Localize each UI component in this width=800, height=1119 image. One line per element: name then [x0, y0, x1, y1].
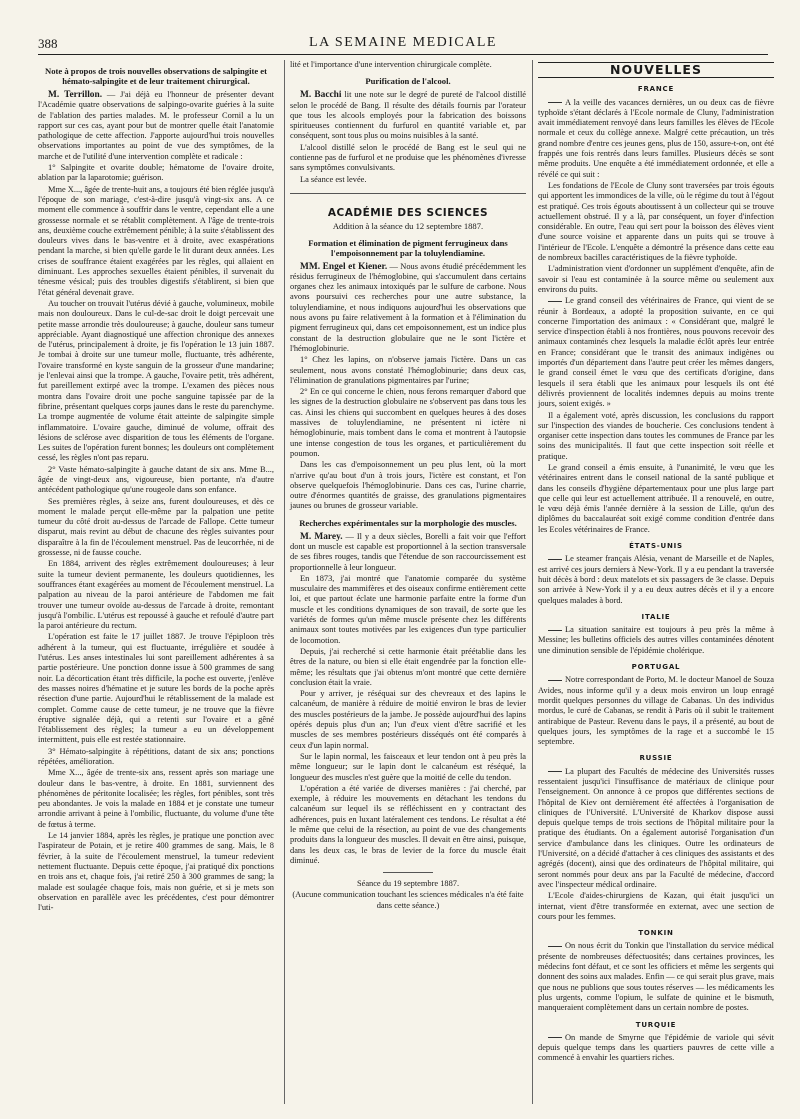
dash-icon	[548, 630, 562, 631]
article-title: Note à propos de trois nouvelles observations de salpingite et hémato-salpingite et de leur traitement chirurgical.	[45, 66, 267, 86]
paragraph: Pour y arriver, je réséquai sur des chevreaux et des lapins le calcanéum, de manière à réduire de moitié environ le bras de levier des muscles postérieurs de la jambe. Je possède aujourd'hui des lapins opérés depuis plus d'un an; l'un d'eux vient d'être sacrifié et les muscles de ses membres postérieurs disséqués ont été comparés à ceux d'un lapin normal.	[290, 689, 526, 750]
author: M. Terrillon.	[48, 90, 103, 100]
paragraph: Au toucher on trouvait l'utérus dévié à gauche, volumineux, mobile mais non douloureux. Dans le cul-de-sac droit le doigt percevait une petite masse arrondie très douloureuse; à gauche, douleur sans tumeur appréciable. Ayant diagnostiqué une affection chronique des annexes de l'utérus, principalement à droite, je fis l'opération le 13 juin 1887. Je tombai à droite sur une tumeur molle, fluctuante, très adhérente, l'ovaire transformé en kyste sanguin de la grosseur d'une mandarine; je l'enlevai ainsi que la trompe. A gauche, l'ovaire petit, très adhérent, fut pareillement extirpé avec la trompe. L'examen des pièces nous montra dans l'ovaire droit une poche sanguine tapissée par de la fibrine, présentant quelques corps jaunes dans le reste du parenchyme. La trompe augmentée de volume était atteinte de salpingite simple inflammatoire. L'ovaire gauche, diminué de volume, offrait des lésions de sclérose avec disparition de tous les éléments de l'organe. Les suites de l'opération furent bonnes; les douleurs ont complètement cessé, les règles n'ont pas reparu.	[38, 298, 274, 463]
news-item: On mande de Smyrne que l'épidémie de variole qui sévit depuis quelque temps dans les quartiers pauvres de cette ville a commencé à envahir les quartiers riches.	[538, 1032, 774, 1063]
region-heading: ITALIE	[641, 612, 671, 621]
columns	[38, 60, 774, 1104]
session-note: (Aucune communication touchant les sciences médicales n'a été faite dans cette séance.)	[292, 890, 524, 910]
region-heading: TURQUIE	[635, 1020, 677, 1029]
paragraph: M. Bacchi lit une note sur le degré de pureté de l'alcool distillé selon le procédé de Bang. Il résulte des détails fournis par l'orateur que tous les alcools employés pour la fabrication des boissons spiritueuses contiennent du furfurol en quantité variable et, par conséquent, sont tous plus ou moins nuisibles à la santé.	[290, 90, 526, 141]
column-2	[284, 60, 526, 1104]
paragraph: M. Marey. — Il y a deux siècles, Borelli a fait voir que l'effort dont un muscle est capable est proportionnel à la section transversale de ses fibres rouges, tandis que l'étendue de son raccourcissement est proportionnelle à leur longueur.	[290, 531, 526, 572]
news-item: A la veille des vacances dernières, un ou deux cas de fièvre typhoïde s'étant déclarés à l'Ecole normale de Cluny, l'administration avait immédiatement renvoyé dans leurs familles les élèves de l'Ecole normale et ceux du collège annexe. Malgré cette précaution, un très grand nombre d'entre ces jeunes gens, plus de 150, assure-t-on, ont été frappés une fois rentrés dans leurs familles. Plusieurs décès se sont même produits. Une enquête a été immédiatement ordonnée, et elle a révélé ce qui suit :	[538, 97, 774, 179]
paragraph: L'alcool distillé selon le procédé de Bang est le seul qui ne contienne pas de furfurol et ne produise que les phénomènes d'ivresse sans symptômes convulsivants.	[290, 142, 526, 173]
paragraph: La séance est levée.	[300, 174, 367, 184]
news-heading: NOUVELLES	[538, 62, 774, 78]
news-item: On nous écrit du Tonkin que l'installation du service médical présente de nombreuses défectuosités; dans certaines provinces, les médecins font défaut, et ce sont les officiers et même les sergents qui donnent des soins aux malades. Enfin — ce qui serait plus grave, mais que nous ne publions que sous toutes réserves — les médicaments les plus urgents, comme l'opium, le sulfate de quinine et le bismuth, manqueraient complètement dans un certain nombre de postes.	[538, 941, 774, 1013]
dash-icon	[548, 559, 562, 560]
news-item: L'administration vient d'ordonner un supplément d'enquête, afin de savoir si l'eau est contaminée à la source même ou seulement aux environs du puits.	[538, 264, 774, 294]
article-title: Purification de l'alcool.	[365, 76, 451, 87]
region-heading: FRANCE	[637, 85, 675, 94]
paragraph: Dans les cas d'empoisonnement un peu plus lent, où la mort n'arrive qu'au bout d'un à trois jours, l'ictère est constant, et l'on observe quelquefois l'hémoglobinurie. Dans ces cas, l'urine charrie, outre d'énormes quantités de graisse, des granulations pigmentaires jaunes ou brunes de grosseur variable.	[290, 460, 526, 511]
region-heading: PORTUGAL	[631, 663, 681, 672]
page	[38, 34, 774, 1104]
journal-title: LA SEMAINE MEDICALE	[309, 35, 497, 50]
paragraph: M. Terrillon. — J'ai déjà eu l'honneur de présenter devant l'Académie quatre observations de salpingo-ovarite guéries à la suite de l'ablation des parties malades. M. le professeur Cornil a lu un rapport sur ces cas, ayant pour but de montrer quelle était l'anatomie pathologique de cette affection. J'apporte aujourd'hui trois nouvelles observations importantes au point de vue des symptômes, de la marche et de l'utilité d'une intervention complète et radicale :	[38, 90, 274, 161]
paragraph: L'opération est faite le 17 juillet 1887. Je trouve l'épiploon très adhérent à la tumeur, qui est fluctuante, irrégulière et soudée à l'utérus. Les anses intestinales lui sont pareillement adhérentes à sa partie postérieure. Une ponction donne issue à 500 grammes de sang noir. La décortication étant très difficile, la poche est ouverte, j'enlève des masses noires d'hématine et je suture les bords de la poche après résection d'une partie. Aujourd'hui le rétablissement de la malade est complet. Comme cause de cette tumeur, je ne trouve que la fièvre éruptive signalée déjà, qui a retenti sur l'ovaire et a gêné l'établissement des règles; la tumeur a eu un développement intermittent, puis elle est restée stationnaire.	[38, 632, 274, 745]
running-header	[38, 34, 768, 55]
section-subheading: Addition à la séance du 12 septembre 1887.	[332, 221, 484, 232]
author: M. Bacchi	[300, 90, 342, 101]
page-number: 388	[38, 36, 58, 51]
paragraph: Sur le lapin normal, les faisceaux et leur tendon ont à peu près la même longueur; sur le lapin dont le calcanéum est réséqué, la longueur des muscles n'est guère que la moitié de celle du tendon.	[290, 751, 526, 782]
news-item: La plupart des Facultés de médecine des Universités russes ressentaient jusqu'ici l'insuffisance de matériaux de clinique pour l'enseignement. On annonce à ce propos que différentes sections de l'hôpital de Kiev ont dernièrement été affectées à l'organisation de cliniques de l'Université. L'Université de Kharkov dispose aussi depuis quelque temps de trois sections de l'hôpital militaire pour la pratique des étudiants. On a également autorisé l'organisation d'un service d'ambulance dans les cliniques. Outre les ordinateurs de l'Université, on a décidé d'attacher à ces cliniques des assistants et des agrégés (docent), ainsi que des ordinateurs de l'hôpital militaire, qui seront nommés pour deux ans par la Faculté de médecine, d'accord avec l'inspecteur médical ordinaire.	[538, 766, 774, 889]
paragraph: 2° En ce qui concerne le chien, nous ferons remarquer d'abord que les signes de la destruction globulaire ne s'observent pas dans tous les cas. Ainsi les chiens qui succombent en quelques heures à des doses massives de toluylendiamine, ne présentent ni ictère ni hémoglobinurie, mais tombent dans le coma et montrent à l'autopsie une intense congestion de tous les organes, et particulièrement du poumon.	[290, 387, 526, 458]
column-1	[38, 60, 274, 1104]
region-heading: ÉTATS-UNIS	[629, 542, 683, 551]
dash-icon	[548, 680, 562, 681]
author: M. Marey.	[300, 531, 343, 542]
news-item: Le grand conseil des vétérinaires de France, qui vient de se réunir à Bordeaux, a adopté la proposition suivante, en ce qui concerne l'importation des animaux : « Considérant que, malgré le service d'inspection établi à nos frontières, nous pouvons recevoir des animaux contaminés chez lesquels la maladie éclôt après leur entrée en France; considérant que le transit des animaux indigènes ou importés d'un département dans l'autre peut créer les mêmes dangers, le grand conseil émet le vœu que des certificats d'origine, dans lesquels il sera établi que les animaux pour lesquels ils ont été délivrés proviennent de localités indemnes depuis au moins trente jours, soient exigés. »	[538, 296, 774, 409]
paragraph: Mme X..., âgée de trente-six ans, ressent après son mariage une douleur dans le bas-ventre, à droite. En 1881, surviennent des phénomènes de péritonite localisée; les règles, fort pénibles, sont très peu abondantes. Je vois la malade en 1884 et je constate une tumeur arrondie arrivant à peine à l'ombilic, fluctuante, du volume d'une tête de fœtus à terme.	[38, 768, 274, 829]
paragraph: En 1884, arrivent des règles extrêmement douloureuses; à leur suite la tumeur devient permanente, les douleurs quotidiennes, les souffrances étant exagérées au moment de l'écoulement menstruel. La palpation au niveau de la paroi antérieure de l'abdomen me fait trouver une tumeur ovoïde au-dessus de l'arcade à droite, remontant jusqu'à l'ombilic. L'utérus est repoussé à gauche et refoulé d'autre part la paroi antérieure du rectum.	[38, 559, 274, 631]
divider	[383, 872, 433, 873]
region-heading: RUSSIE	[639, 754, 673, 763]
news-item: La situation sanitaire est toujours à peu près la même à Messine; les bulletins officiels des autres villes contaminées dénotent une diminution sensible de l'épidémie cholérique.	[538, 625, 774, 655]
dash-icon	[548, 771, 562, 772]
paragraph: 2° Vaste hémato-salpingite à gauche datant de six ans. Mme B..., âgée de vingt-deux ans, vigoureuse, bien portante, n'a d'autre antécédent pathologique qu'une rougeole dans son enfance.	[38, 464, 274, 495]
article-title: Formation et élimination de pigment ferrugineux dans l'empoisonnement par la toluylendiamine.	[308, 237, 508, 258]
news-item: Il a également voté, après discussion, les conclusions du rapport sur l'inspection des viandes de boucherie. Ces conclusions tendent à organiser cette inspection dans toutes les communes de France par les soins des municipalités. Il faut que cette inspection soit réelle et pratique.	[538, 410, 774, 461]
news-item: Les fondations de l'Ecole de Cluny sont traversées par trois égouts qui apportent les immondices de la ville, où le régime du tout à l'égout est pratiqué. Ces trois égouts aboutissent à un collecteur qui se trouve actuellement obstrué. Il y a là, par conséquent, un foyer d'infection considérable. En outre, l'eau qui sert pour la boisson des élèves vient d'une source voisine et apparente dans un puits qui se trouve à l'intérieur de l'Ecole. L'enquête a démontré la présence dans cette eau de nombreux bacilles caractéristiques de la fièvre typhoïde.	[538, 180, 774, 263]
paragraph: En 1873, j'ai montré que l'anatomie comparée du système musculaire des mammifères et des oiseaux confirme entièrement cette loi, et que partout éclate une harmonie parfaite entre la forme d'un muscle et les conditions dynamiques de son travail, de sorte que les variétés de formes qu'un même muscle présente chez les différents animaux sont toutes motivées par les exigences d'un type particulier de locomotion.	[290, 573, 526, 645]
dash-icon	[548, 301, 562, 302]
dash-icon	[548, 946, 562, 947]
dash-icon	[548, 1037, 562, 1038]
paragraph: L'opération a été variée de diverses manières : j'ai cherché, par exemple, à réduire les mouvements en détachant les tendons du calcanéum sur lequel ils se réfléchissent en y contractant des adhérences, puis en luxant latéralement ces tendons. Le résultat a été le même que celui de la résection, au point de vue des changements produits dans la longueur des muscles. Il devait en être ainsi, puisque, dans les deux cas, le bras de levier de la force du muscle était diminué.	[290, 783, 526, 865]
paragraph: Ses premières règles, à seize ans, furent douloureuses, et dès ce moment le malade perçut elle-même par la palpation une petite tumeur du côté droit au-dessus de l'arcade de Fallope. Cette tumeur disparut, mais revint au début de chacune des règles suivantes pour disparaître à la fin de l'écoulement menstruel. Pas de leucorrhée, ni de grossesse, ni de fausse couche.	[38, 496, 274, 558]
paragraph: Le 14 janvier 1884, après les règles, je pratique une ponction avec l'aspirateur de Potain, et je retire 400 grammes de sang. Mais, le 8 février, à la suite de l'écoulement menstruel, la tumeur redevient nettement fluctuante. Depuis cette époque, j'ai pratiqué dix ponctions en trois ans et, chaque fois, j'ai retiré 250 à 300 grammes de sang; la malade est soulagée chaque fois, mais non guérie, et si je mets son observation en parallèle avec les précédentes, c'est pour démontrer l'uti-	[38, 831, 274, 913]
news-item: Notre correspondant de Porto, M. le docteur Manoel de Souza Avides, nous informe qu'il y a deux mois environ un loup enragé mordit quelques personnes du village de Cabanas. Un des individus mordus, le curé de Cabanas, se rendit à Paris où il subit le traitement antirabique de Pasteur. Revenu dans le pays, il a présenté, au bout de quelques jours, les symptômes de la rage et a succombé le 15 septembre.	[538, 675, 774, 747]
author: MM. Engel et Kiener.	[300, 261, 388, 272]
paragraph: Mme X..., âgée de trente-huit ans, a toujours été bien réglée jusqu'à l'époque de son mariage, c'est-à-dire jusqu'à vingt-six ans. A ce moment elle commence à souffrir dans le ventre, cependant elle a une grossesse normale et se rétablit complètement. A l'âge de trente-trois ans, deuxième couche extrêmement pénible; à la suite s'établissent des douleurs vives dans le bas-ventre et à droite, avec exaspérations pendant la marche, si bien qu'elle garde le lit durant deux années. Les crises de souffrance étaient exagérées par les règles, qui allaient en diminuant. Les approches sexuelles étaient pénibles, il survenait du ténesme vésical; puis des troubles digestifs s'établirent, si bien que l'état général devenait grave.	[38, 184, 274, 297]
dash-icon	[548, 102, 562, 103]
divider	[290, 193, 526, 194]
news-item: Le grand conseil a émis ensuite, à l'unanimité, le vœu que les vétérinaires entrent dans le conseil national de la santé publique et dans les conseils d'hygiène départementaux pour une plus large part que celle qui leur est actuellement attribuée. Il a renouvelé, en outre, le vœu déjà émis l'année dernière à la session de Lille, qu'un des diplômes du baccalauréat soit exigé comme condition d'entrée dans les Ecoles vétérinaires de France.	[538, 462, 774, 534]
paragraph: MM. Engel et Kiener. — Nous avons étudié précédemment les résidus ferrugineux de l'hémoglobine, qui s'accumulent dans certains organes chez les animaux intoxiqués par le sulfure de carbone. Nous avons poursuivi ces recherches pour une autre substance, la toluylendiamine, et nous indiquons aujourd'hui les observations que nous avons pu faire relativement à la formation et à l'élimination du pigment ferrugineux qui, dans cet empoisonnement, est un indice plus constant de la destruction globulaire que ne le sont l'ictère et l'hémoglobinurie.	[290, 261, 526, 353]
news-item: L'Ecole d'aides-chirurgiens de Kazan, qui était jusqu'ici un internat, vient d'être transformée en externat, avec une section de cours pour les femmes.	[538, 891, 774, 921]
paragraph: 3° Hémato-salpingite à répétitions, datant de six ans; ponctions répétées, amélioration.	[38, 746, 274, 766]
region-heading: TONKIN	[638, 929, 674, 938]
paragraph: 1° Salpingite et ovarite double; hématome de l'ovaire droite, ablation par la laparotomie; guérison.	[38, 163, 274, 183]
session-date: Séance du 19 septembre 1887.	[356, 879, 460, 889]
paragraph: lité et l'importance d'une intervention chirurgicale complète.	[290, 60, 492, 69]
news-item: Le steamer français Alésia, venant de Marseille et de Naples, est arrivé ces jours derniers à New-York. Il y a eu pendant la traversée huit décès à bord : deux matelots et six passagers de 3e classe. Depuis son arrivée à New-York il y a eu deux autres décès et il y a encore quelques malades à bord.	[538, 554, 774, 605]
paragraph: 1° Chez les lapins, on n'observe jamais l'ictère. Dans un cas seulement, nous avons constaté l'hémoglobinurie; dans deux cas, l'élimination de granulations pigmentaires par l'urine;	[290, 355, 526, 385]
column-3	[532, 60, 774, 1104]
paragraph: Depuis, j'ai recherché si cette harmonie était préétablie dans les êtres de la nature, ou bien si elle était engendrée par la fonction elle-même; les résultats que j'ai obtenus m'ont montré que cette dernière conclusion était la vraie.	[290, 646, 526, 687]
article-title: Recherches expérimentales sur la morphologie des muscles.	[299, 517, 517, 528]
section-heading: ACADÉMIE DES SCIENCES	[327, 206, 489, 219]
